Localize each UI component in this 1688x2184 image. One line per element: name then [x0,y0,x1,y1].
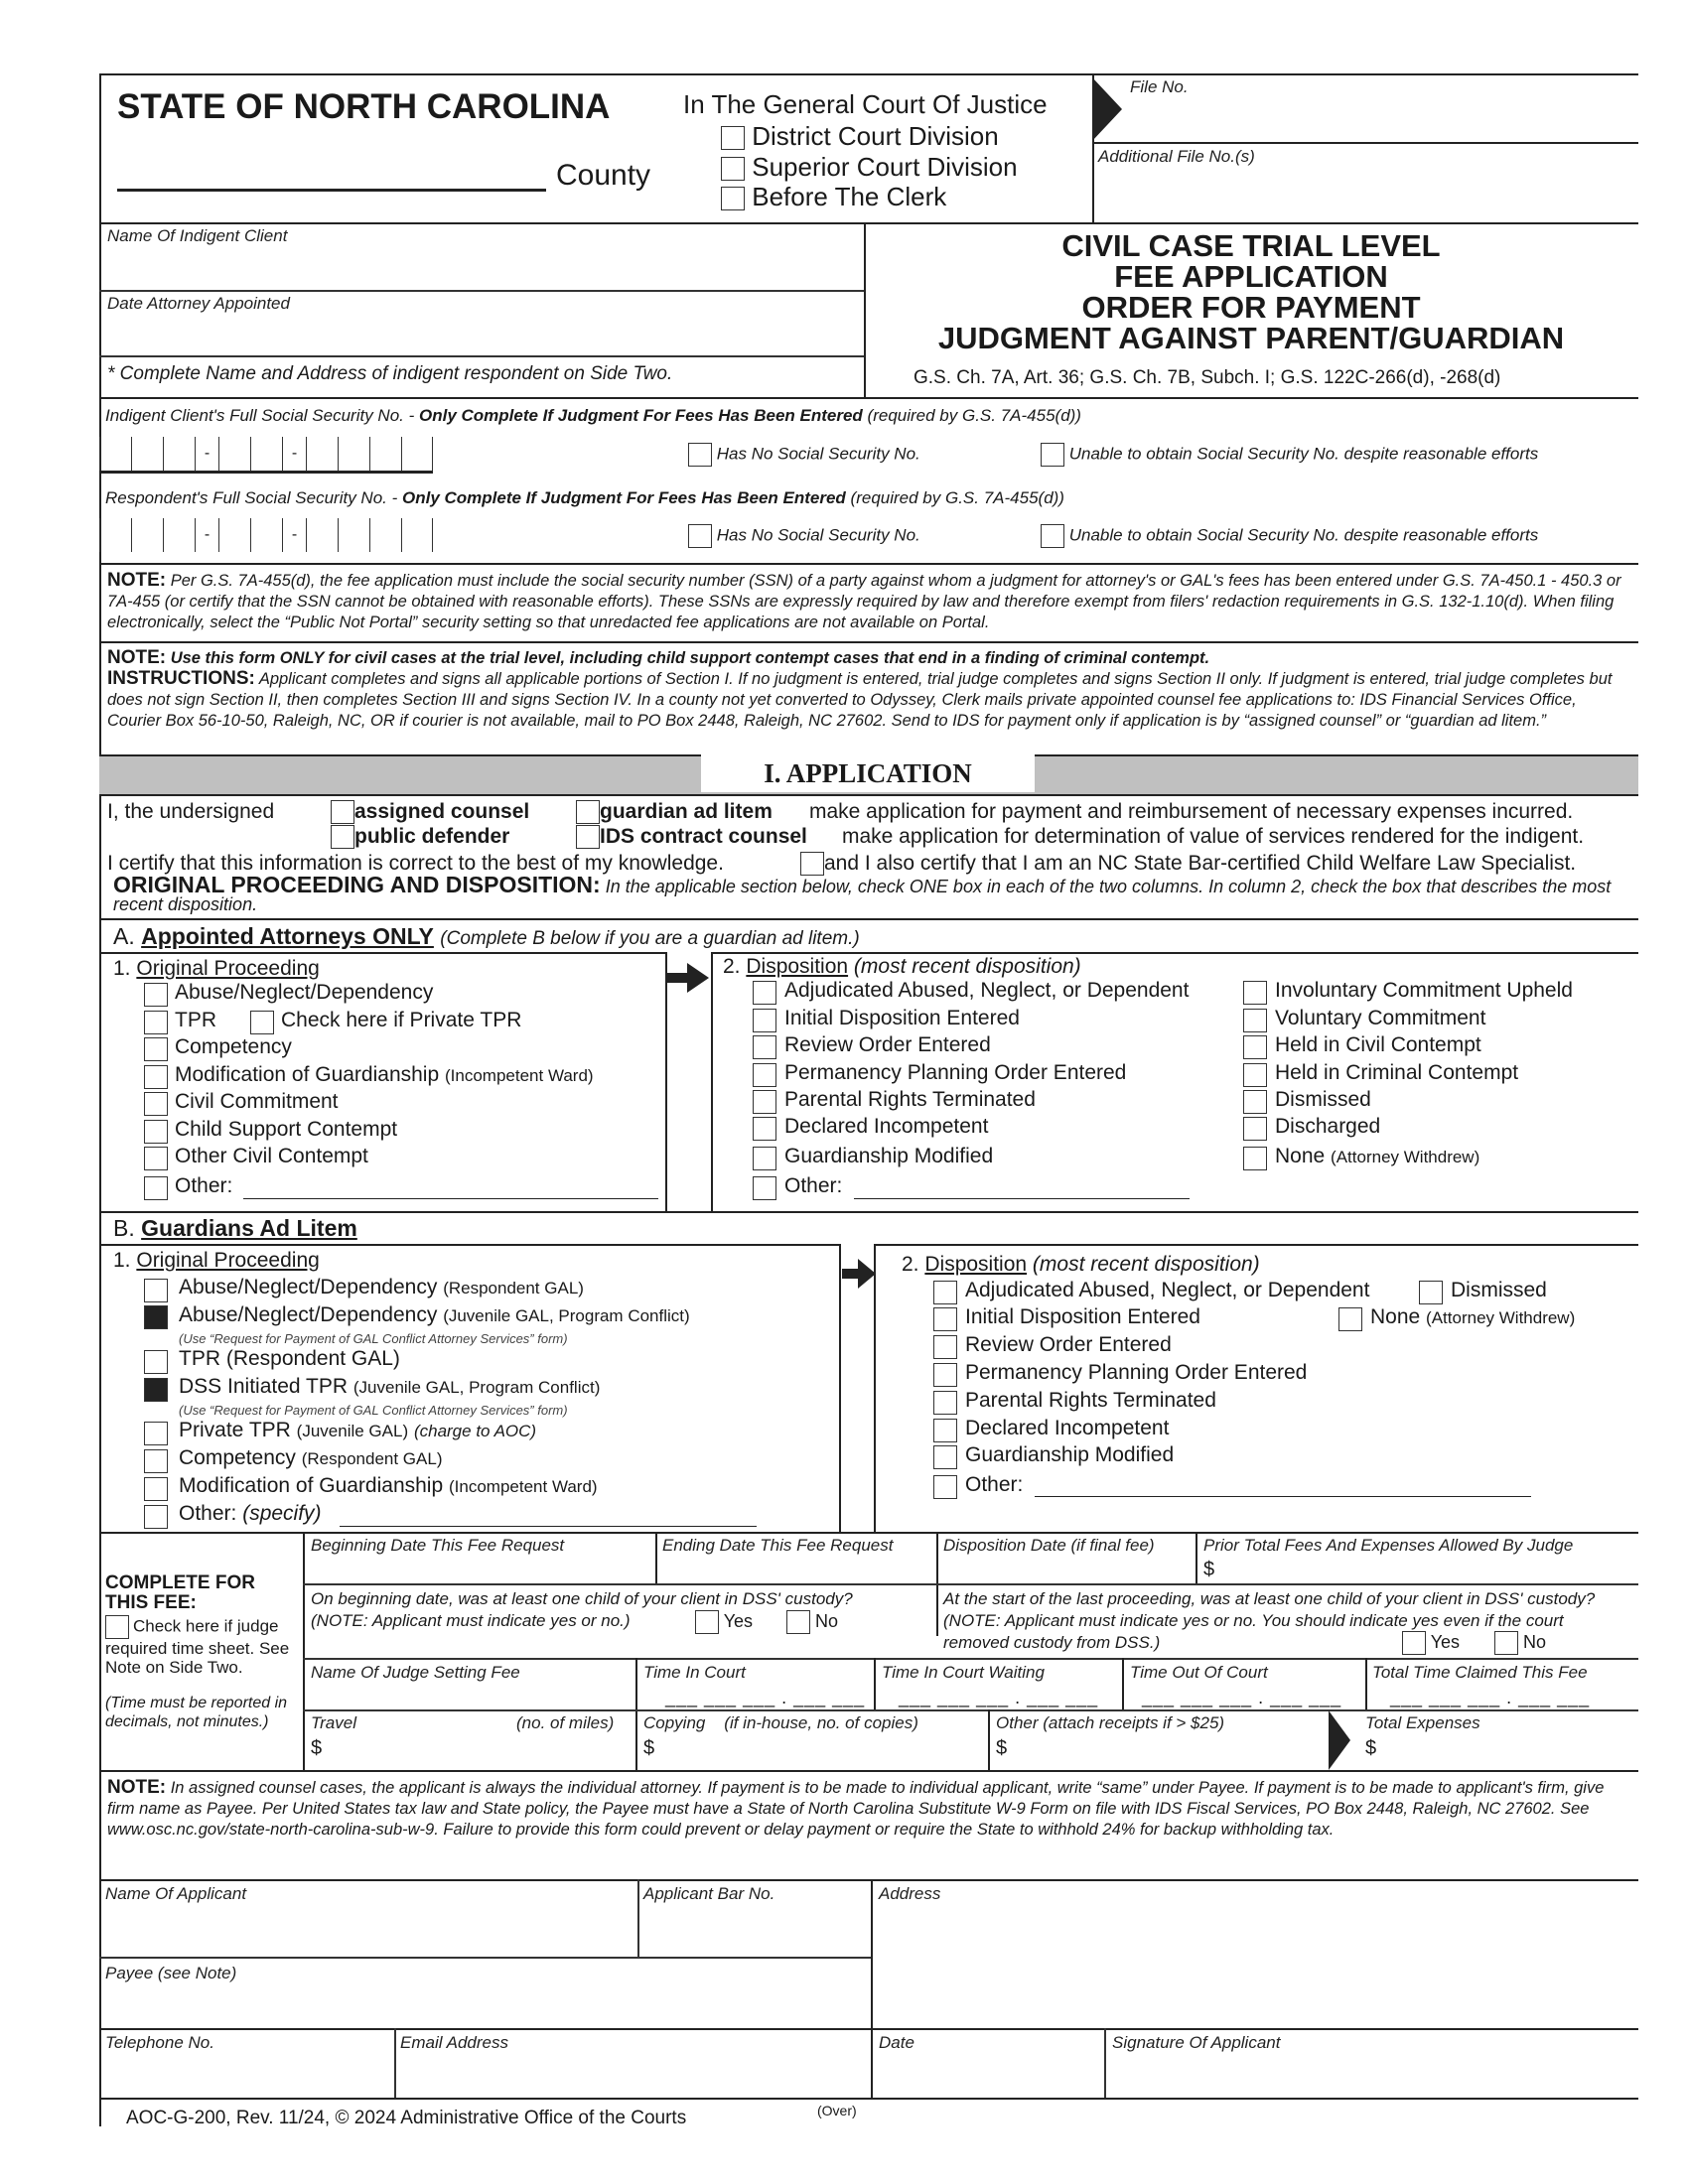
a-proc-other-contempt-checkbox[interactable] [144,1147,168,1170]
section-a-col1-title: 1. Original Proceeding [113,957,320,980]
b-proc-private-tpr-label: Private TPR (Juvenile GAL) (charge to AOC) [179,1419,537,1441]
copying-dollar: $ [643,1737,655,1759]
a-disp-involuntary-label: Involuntary Commitment Upheld [1275,979,1573,1002]
application-line2: make application for determination of value of services rendered for the indigent. [842,825,1585,848]
b-disp-dismissed-checkbox[interactable] [1419,1281,1443,1304]
state-title: STATE OF NORTH CAROLINA [117,87,611,126]
b-disp-permanency-checkbox[interactable] [933,1363,957,1387]
a-disp-guardianship-checkbox[interactable] [753,1147,776,1170]
respondent-ssn-label: Respondent's Full Social Security No. - Only Complete If Judgment For Fees Has Been Entered (required by G.S. 7A-455(d)) [105,488,1064,507]
a-proc-abuse-checkbox[interactable] [144,983,168,1007]
a-disp-adjudicated-label: Adjudicated Abused, Neglect, or Dependent [784,979,1190,1002]
file-no-label: File No. [1130,77,1189,96]
custody2-yes[interactable]: Yes [1402,1631,1460,1655]
a-disp-initial-checkbox[interactable] [753,1009,776,1032]
date-label: Date [879,2033,914,2052]
a-disp-discharged-label: Discharged [1275,1115,1381,1138]
a-disp-none-label: None (Attorney Withdrew) [1275,1145,1480,1167]
form-title: CIVIL CASE TRIAL LEVEL FEE APPLICATION ORDER FOR PAYMENT JUDGMENT AGAINST PARENT/GUARDIAN [937,228,1565,355]
role-guardian-ad-litem[interactable]: guardian ad litem [576,800,773,824]
copying-label: Copying (if in-house, no. of copies) [643,1713,918,1732]
address-field[interactable] [879,1908,1628,2027]
b-use-form-note-2: (Use “Request for Payment of GAL Conflict Attorney Services” form) [179,1403,568,1418]
judge-name-label: Name Of Judge Setting Fee [311,1663,520,1682]
a-proc-other-field[interactable] [243,1198,658,1199]
b-proc-other-label: Other: (specify) [179,1502,322,1525]
b-disp-review-checkbox[interactable] [933,1335,957,1359]
role-ids-contract-counsel[interactable]: IDS contract counsel [576,825,807,849]
applicant-name-label: Name Of Applicant [105,1884,247,1903]
a-disp-guardianship-label: Guardianship Modified [784,1145,994,1167]
b-disp-incompetent-label: Declared Incompetent [965,1417,1170,1439]
b-disp-none-checkbox[interactable] [1338,1307,1362,1331]
judge-name-field[interactable] [311,1685,629,1708]
applicant-name-field[interactable] [105,1908,632,1956]
a-proc-other-checkbox[interactable] [144,1176,168,1200]
prior-fees-dollar: $ [1203,1559,1215,1580]
total-expenses-label: Total Expenses [1365,1713,1480,1732]
a-disp-civil-contempt-checkbox[interactable] [1243,1035,1267,1059]
a-proc-competency-label: Competency [175,1035,292,1058]
b-disp-guardianship-checkbox[interactable] [933,1445,957,1469]
b-proc-abuse-respondent-label: Abuse/Neglect/Dependency (Respondent GAL) [179,1276,584,1298]
telephone-label: Telephone No. [105,2033,214,2052]
a-disp-other-checkbox[interactable] [753,1176,776,1200]
a-disp-other-field[interactable] [854,1198,1190,1199]
total-expenses-arrow-icon [1329,1710,1350,1770]
prior-fees-field[interactable] [1219,1559,1626,1582]
section-title: I. APPLICATION [701,754,1035,792]
custody1-yes[interactable]: Yes [695,1610,753,1634]
time-sheet-checkbox[interactable]: Check here if judge required time sheet. See Note on Side Two. [105,1616,290,1677]
a-disp-voluntary-checkbox[interactable] [1243,1009,1267,1032]
a-disp-review-label: Review Order Entered [784,1033,991,1056]
begin-date-label: Beginning Date This Fee Request [311,1536,565,1555]
signature-label: Signature Of Applicant [1112,2033,1281,2052]
travel-label: Travel [311,1713,356,1732]
file-arrow-icon [1092,77,1122,141]
a-disp-permanency-checkbox[interactable] [753,1063,776,1087]
custody-question-1: On beginning date, was at least one child of your client in DSS' custody? (NOTE: Applicant must indicate yes or no.) [311,1589,853,1630]
a-proc-tpr-checkbox[interactable] [144,1011,168,1034]
court-title: In The General Court Of Justice [683,89,1048,119]
a-disp-discharged-checkbox[interactable] [1243,1117,1267,1141]
payee-note: NOTE: In assigned counsel cases, the applicant is always the individual attorney. If payment is to be made to individual applicant, write “same” under Payee. If payment is to be made to applicant's firm, give firm name as Payee. Per United States tax law and State policy, the Payee must have a State of North Carolina Substitute W-9 Form on file with IDS Fiscal Services, PO Box 2448, Raleigh, NC 27602. See www.osc.nc.gov/state-north-carolina-sub-w-9. Failure to provide this form could prevent or delay payment or require the State to withhold 24% for backup withholding tax. [107,1777,1605,1839]
b-proc-modification-label: Modification of Guardianship (Incompetent Ward) [179,1474,598,1497]
a-proc-child-support-checkbox[interactable] [144,1120,168,1144]
b-proc-dss-tpr-label: DSS Initiated TPR (Juvenile GAL, Program Conflict) [179,1375,601,1398]
additional-file-field[interactable] [1098,169,1624,218]
b-proc-modification-checkbox[interactable] [144,1477,168,1501]
telephone-field[interactable] [105,2055,387,2095]
over-label: (Over) [817,2103,857,2118]
time-waiting-field[interactable]: ___ ___ ___ . ___ ___ [899,1688,1099,1707]
ssn-note: NOTE: Per G.S. 7A-455(d), the fee application must include the social security number (SSN) of a party against whom a judgment for attorney's or GAL's fees has been entered under G.S. 7A-450.1 - 450.3 or 7A-455 (or certify that the SSN cannot be obtained with reasonable efforts). These SSNs are expressly required by law and therefore exempt from filers' redaction requirements in G.S. 132-1.10(d). When filing electronically, select the “Public Not Portal” security setting so that unredacted fee applications are not available on Portal. [107,570,1621,631]
email-field[interactable] [400,2055,865,2095]
bar-no-label: Applicant Bar No. [643,1884,775,1903]
time-in-court-field[interactable]: ___ ___ ___ . ___ ___ [665,1688,866,1707]
other-expense-field[interactable] [1013,1737,1311,1763]
division-clerk[interactable]: Before The Clerk [721,182,946,212]
b-disp-none-label: None (Attorney Withdrew) [1370,1305,1576,1328]
specialist-checkbox[interactable]: and I also certify that I am an NC State Bar-certified Child Welfare Law Specialist. [800,852,1576,876]
disposition-date-label: Disposition Date (if final fee) [943,1536,1155,1555]
instructions: INSTRUCTIONS: Applicant completes and signs all applicable portions of Section I. If no judgment is entered, trial judge completes and signs Section II only. If judgment is entered, trial judge completes but does not sign Section II, then completes Section III and signs Section IV. In a county not yet converted to Odyssey, Clerk mails private appointed counsel fee applications to: IDS Financial Services Office, Courier Box 56-10-50, Raleigh, NC, OR if courier is not available, mail to PO Box 2448, Raleigh, NC 27602. Send to IDS for payment only if application is by “assigned counsel” or “guardian ad litem.” [107,668,1613,730]
total-time-label: Total Time Claimed This Fee [1372,1663,1588,1682]
date-appointed-label: Date Attorney Appointed [107,294,290,313]
b-disp-initial-checkbox[interactable] [933,1307,957,1331]
a-disp-terminated-checkbox[interactable] [753,1090,776,1114]
form-id: AOC-G-200, Rev. 11/24, © 2024 Administrative Office of the Courts [126,2108,687,2128]
section-a-heading: A. Appointed Attorneys ONLY (Complete B below if you are a guardian ad litem.) [113,923,860,949]
checkbox[interactable] [721,126,745,150]
county-line[interactable] [117,189,546,192]
undersigned-label: I, the undersigned [107,800,275,823]
county-label: County [556,159,651,192]
time-waiting-label: Time In Court Waiting [882,1663,1045,1682]
other-expense-label: Other (attach receipts if > $25) [996,1713,1225,1732]
a-proc-abuse-label: Abuse/Neglect/Dependency [175,981,434,1004]
a-disp-permanency-label: Permanency Planning Order Entered [784,1061,1127,1084]
time-out-field[interactable]: ___ ___ ___ . ___ ___ [1142,1688,1342,1707]
date-field[interactable] [879,2055,1097,2095]
b-disp-adjudicated-label: Adjudicated Abused, Neglect, or Dependent [965,1279,1370,1301]
payee-label: Payee (see Note) [105,1964,237,1982]
b-proc-competency-checkbox[interactable] [144,1449,168,1473]
a-proc-modification-label: Modification of Guardianship (Incompetent Ward) [175,1063,594,1086]
payee-field[interactable] [105,1987,860,2027]
b-disp-other-checkbox[interactable] [933,1475,957,1499]
a-proc-competency-checkbox[interactable] [144,1037,168,1061]
section-a-col2-title: 2. Disposition (most recent disposition) [723,955,1081,978]
a-disp-other-label: Other: [784,1174,843,1197]
custody-question-2: At the start of the last proceeding, was at least one child of your client in DSS' custody? (NOTE: Applicant must indicate yes or no. You should indicate yes even if the court removed custody from DSS.) [943,1589,1596,1652]
section-b-col1-title: 1. Original Proceeding [113,1249,320,1272]
a-proc-tpr-label: TPR [175,1009,216,1031]
a-disp-terminated-label: Parental Rights Terminated [784,1088,1036,1111]
a-disp-incompetent-checkbox[interactable] [753,1117,776,1141]
file-no-field[interactable] [1127,99,1623,139]
a-proc-other-contempt-label: Other Civil Contempt [175,1145,368,1167]
signature-field[interactable] [1112,2055,1628,2095]
bar-no-field[interactable] [643,1908,864,1956]
additional-file-label: Additional File No.(s) [1098,147,1255,166]
client-ssn-input[interactable]: - - [99,437,433,474]
a-disp-dismissed-label: Dismissed [1275,1088,1371,1111]
other-dollar: $ [996,1737,1008,1759]
checkbox[interactable] [721,187,745,210]
b-disp-review-label: Review Order Entered [965,1333,1172,1356]
b-proc-tpr-label: TPR (Respondent GAL) [179,1347,400,1370]
prior-fees-label: Prior Total Fees And Expenses Allowed By Judge [1203,1536,1574,1555]
b-proc-private-tpr-checkbox[interactable] [144,1422,168,1445]
b-proc-other-checkbox[interactable] [144,1505,168,1529]
client-no-ssn-checkbox[interactable]: Has No Social Security No. [688,443,920,467]
role-public-defender[interactable]: public defender [331,825,509,849]
client-note: * Complete Name and Address of indigent respondent on Side Two. [107,363,673,384]
address-label: Address [879,1884,941,1903]
total-time-field[interactable]: ___ ___ ___ . ___ ___ [1390,1688,1591,1707]
total-expenses-field[interactable] [1382,1737,1620,1763]
section-b-col2-title: 2. Disposition (most recent disposition) [902,1253,1260,1276]
a-proc-other-label: Other: [175,1174,233,1197]
date-appointed-field[interactable] [107,316,852,351]
complete-fee-heading: COMPLETE FOR THIS FEE: [105,1572,255,1613]
a-disp-initial-label: Initial Disposition Entered [784,1007,1020,1029]
b-proc-competency-label: Competency (Respondent GAL) [179,1446,443,1469]
respondent-unable-ssn-checkbox[interactable]: Unable to obtain Social Security No. despite reasonable efforts [1041,524,1538,548]
a-disp-incompetent-label: Declared Incompetent [784,1115,989,1138]
time-in-court-label: Time In Court [643,1663,746,1682]
certify-text: I certify that this information is correct to the best of my knowledge. [107,852,724,875]
end-date-label: Ending Date This Fee Request [662,1536,894,1555]
a-proc-civil-commitment-checkbox[interactable] [144,1092,168,1116]
travel-dollar: $ [311,1737,323,1759]
a-private-tpr-checkbox[interactable] [250,1011,274,1034]
section-b-arrow-icon [842,1259,876,1294]
copying-field[interactable] [660,1737,978,1763]
role-assigned-counsel[interactable]: assigned counsel [331,800,529,824]
a-disp-voluntary-label: Voluntary Commitment [1275,1007,1486,1029]
client-name-field[interactable] [107,248,852,286]
b-proc-abuse-juvenile-checkbox[interactable] [144,1305,168,1329]
client-ssn-label: Indigent Client's Full Social Security No. - Only Complete If Judgment For Fees Has Been Entered (required by G.S. 7A-455(d)) [105,406,1081,425]
a-private-tpr-label: Check here if Private TPR [281,1009,522,1031]
use-note: NOTE: Use this form ONLY for civil cases at the trial level, including child support contempt cases that end in a finding of criminal contempt. [107,647,1210,668]
statutes: G.S. Ch. 7A, Art. 36; G.S. Ch. 7B, Subch. I; G.S. 122C-266(d), -268(d) [914,367,1501,388]
a-disp-review-checkbox[interactable] [753,1035,776,1059]
a-disp-none-checkbox[interactable] [1243,1147,1267,1170]
a-proc-civil-commitment-label: Civil Commitment [175,1090,339,1113]
b-disp-dismissed-label: Dismissed [1451,1279,1547,1301]
email-label: Email Address [400,2033,508,2052]
a-proc-modification-checkbox[interactable] [144,1065,168,1089]
b-disp-other-field[interactable] [1035,1496,1531,1497]
division-superior[interactable]: Superior Court Division [721,152,1018,183]
client-unable-ssn-checkbox[interactable]: Unable to obtain Social Security No. despite reasonable efforts [1041,443,1538,467]
b-proc-abuse-juvenile-label: Abuse/Neglect/Dependency (Juvenile GAL, Program Conflict) [179,1303,690,1326]
time-out-label: Time Out Of Court [1130,1663,1268,1682]
b-disp-other-label: Other: [965,1473,1024,1496]
a-disp-dismissed-checkbox[interactable] [1243,1090,1267,1114]
total-expenses-dollar: $ [1365,1737,1377,1759]
b-proc-tpr-checkbox[interactable] [144,1350,168,1374]
opd-heading: ORIGINAL PROCEEDING AND DISPOSITION: In the applicable section below, check ONE box in each of the two columns. In column 2, check the box that describes the most recent disposition. [113,872,1612,914]
application-line1: make application for payment and reimbursement of necessary expenses incurred. [809,800,1574,823]
b-disp-permanency-label: Permanency Planning Order Entered [965,1361,1308,1384]
travel-field[interactable] [328,1737,626,1763]
division-district[interactable]: District Court Division [721,121,999,152]
checkbox[interactable] [721,157,745,181]
b-disp-guardianship-label: Guardianship Modified [965,1443,1175,1466]
section-b-heading: B. Guardians Ad Litem [113,1215,357,1241]
a-disp-criminal-contempt-checkbox[interactable] [1243,1063,1267,1087]
custody2-no[interactable]: No [1494,1631,1546,1655]
b-disp-terminated-label: Parental Rights Terminated [965,1389,1216,1412]
b-disp-initial-label: Initial Disposition Entered [965,1305,1200,1328]
b-disp-incompetent-checkbox[interactable] [933,1419,957,1442]
a-disp-involuntary-checkbox[interactable] [1243,981,1267,1005]
respondent-ssn-input[interactable]: - - [99,518,433,552]
b-disp-terminated-checkbox[interactable] [933,1391,957,1415]
client-name-label: Name Of Indigent Client [107,226,288,245]
a-proc-child-support-label: Child Support Contempt [175,1118,398,1141]
b-use-form-note-1: (Use “Request for Payment of GAL Conflict Attorney Services” form) [179,1331,568,1346]
a-disp-adjudicated-checkbox[interactable] [753,981,776,1005]
b-proc-abuse-respondent-checkbox[interactable] [144,1279,168,1302]
time-note: (Time must be reported in decimals, not minutes.) [105,1695,288,1730]
b-proc-dss-tpr-checkbox[interactable] [144,1378,168,1402]
a-disp-civil-contempt-label: Held in Civil Contempt [1275,1033,1481,1056]
respondent-no-ssn-checkbox[interactable]: Has No Social Security No. [688,524,920,548]
a-disp-criminal-contempt-label: Held in Criminal Contempt [1275,1061,1519,1084]
travel-sub-label: (no. of miles) [516,1713,615,1732]
custody1-no[interactable]: No [786,1610,838,1634]
b-disp-adjudicated-checkbox[interactable] [933,1281,957,1304]
section-a-arrow-icon [667,963,709,998]
b-proc-other-field[interactable] [340,1526,757,1527]
